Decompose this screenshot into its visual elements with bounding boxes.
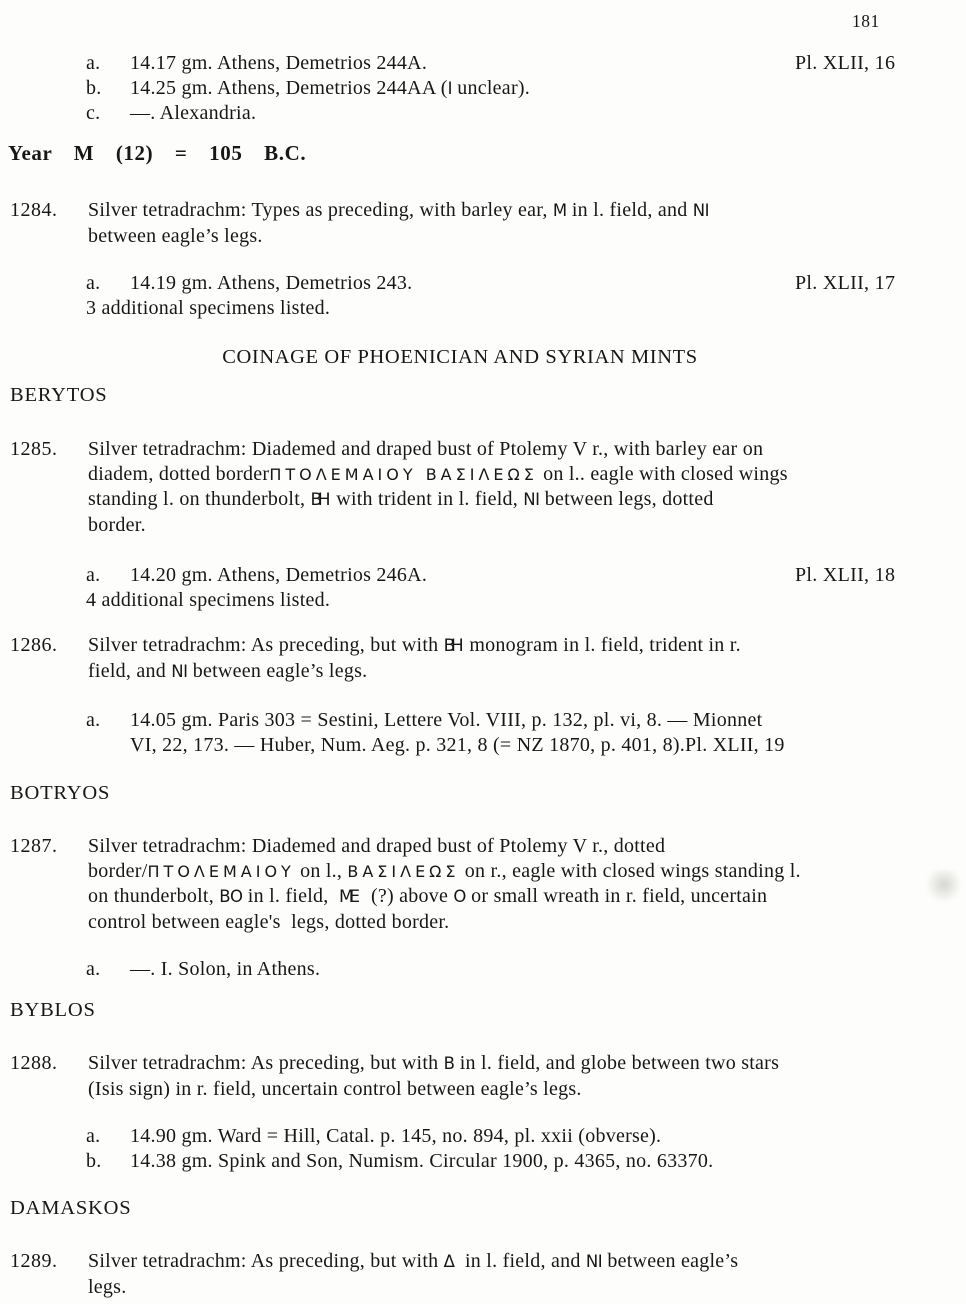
plate-reference: Pl. XLII, 18 xyxy=(795,564,896,586)
page-number: 181 xyxy=(852,11,880,31)
entry-line xyxy=(0,437,966,462)
text-run: (Isis sign) in r. field, uncertain control between eagle’s legs. xyxy=(88,1077,582,1100)
specimen-row xyxy=(0,76,966,101)
monogram: ΒΗ xyxy=(310,490,326,511)
section-heading-phoenician-syrian: COINAGE OF PHOENICIAN AND SYRIAN MINTS xyxy=(222,346,698,368)
specimen-note: 3 additional specimens listed. xyxy=(86,297,331,319)
text-run: standing l. on thunderbolt, xyxy=(88,488,311,511)
text-run: unclear). xyxy=(452,77,531,99)
specimen-group-1285 xyxy=(0,563,966,613)
text-run: Silver tetradrachm: As preceding, but with xyxy=(88,1250,444,1272)
text-run: border. xyxy=(88,513,146,536)
text-run: on l., xyxy=(294,859,348,882)
text-run: legs. xyxy=(88,1275,127,1298)
mint-heading-byblos: BYBLOS xyxy=(10,999,96,1021)
entry-line xyxy=(0,910,966,935)
entry-1286 xyxy=(0,633,966,684)
entry-number: 1289. xyxy=(10,1250,58,1272)
text-run: field, and xyxy=(88,659,172,682)
greek-inscription: ΒΑΣΙΛΕΩΣ xyxy=(347,861,460,881)
text-run: border/ xyxy=(88,859,148,882)
monogram: Β xyxy=(443,1054,455,1073)
entry-line xyxy=(0,224,966,249)
text-run: between eagle’s xyxy=(602,1250,739,1272)
text-run: Silver tetradrachm: Types as preceding, with barley ear, xyxy=(88,199,553,221)
text-run: 14.19 gm. Athens, Demetrios 243. xyxy=(130,272,413,294)
text-run: diadem, dotted border xyxy=(88,462,270,485)
entry-1287 xyxy=(0,834,966,934)
entry-line xyxy=(0,859,966,885)
entry-line xyxy=(0,633,966,659)
text-run: (?) above xyxy=(360,885,454,908)
specimen-label: a. xyxy=(86,564,101,586)
monogram: Ο xyxy=(453,887,466,907)
text-run: 14.05 gm. Paris 303 = Sestini, Lettere Vol. VIII, p. 132, pl. vi, 8. — Mionnet xyxy=(130,709,763,731)
mint-heading-berytos: BERYTOS xyxy=(10,384,108,406)
entry-number: 1285. xyxy=(10,438,58,460)
entry-line xyxy=(0,1051,966,1077)
specimen-row xyxy=(0,101,966,126)
text-run: or small wreath in r. field, uncertain xyxy=(465,885,768,908)
entry-line xyxy=(0,1275,966,1300)
specimen-label: a. xyxy=(86,52,101,74)
monogram: Δ xyxy=(443,1252,455,1271)
text-run: between eagle’s legs. xyxy=(88,224,263,247)
text-run: 14.38 gm. Spink and Son, Numism. Circular 1900, p. 4365, no. 63370. xyxy=(130,1150,714,1172)
specimen-group-1283 xyxy=(0,51,966,126)
text-run: in l. field, and xyxy=(454,1250,586,1272)
text-run: Silver tetradrachm: As preceding, but with xyxy=(88,634,444,656)
specimen-label: b. xyxy=(86,1150,102,1172)
specimen-label: c. xyxy=(86,102,101,124)
specimen-group-1287 xyxy=(0,957,966,982)
plate-reference: Pl. XLII, 17 xyxy=(795,272,896,294)
monogram: Ι xyxy=(447,79,452,98)
greek-inscription: ΠΤΟΛΕΜΑΙΟΥ ΒΑΣΙΛΕΩΣ xyxy=(269,464,538,484)
text-run: between eagle’s legs. xyxy=(187,659,368,682)
entry-1285 xyxy=(0,437,966,537)
text-run: Silver tetradrachm: Diademed and draped bust of Ptolemy V r., with barley ear on xyxy=(88,438,764,460)
entry-number: 1288. xyxy=(10,1052,58,1074)
text-run: —. I. Solon, in Athens. xyxy=(130,958,321,980)
entry-line xyxy=(0,198,966,224)
specimen-group-1284 xyxy=(0,271,966,321)
text-run: on l.. eagle with closed wings xyxy=(537,462,788,485)
monogram: ΝΙ xyxy=(585,1252,603,1271)
text-run: —. Alexandria. xyxy=(130,102,257,124)
entry-1289 xyxy=(0,1249,966,1299)
monogram: ΒΟ xyxy=(219,887,243,907)
text-run: in l. field, xyxy=(242,885,340,908)
text-run: 14.25 gm. Athens, Demetrios 244AA ( xyxy=(130,77,448,99)
specimen-row xyxy=(0,563,966,588)
greek-inscription: ΠΤΟΛΕΜΑΙΟΥ xyxy=(147,861,295,881)
entry-line xyxy=(0,834,966,859)
text-run: 14.20 gm. Athens, Demetrios 246A. xyxy=(130,564,428,586)
entry-1288 xyxy=(0,1051,966,1101)
specimen-label: a. xyxy=(86,1125,101,1147)
entry-line xyxy=(0,1249,966,1275)
specimen-row xyxy=(0,957,966,982)
monogram: ΝΙ xyxy=(171,661,188,681)
text-run: with trident in l. field, xyxy=(331,488,524,511)
entry-1284 xyxy=(0,198,966,248)
specimen-row xyxy=(0,708,966,733)
mint-heading-damaskos: DAMASKOS xyxy=(10,1197,132,1219)
text-run: Silver tetradrachm: Diademed and draped bust of Ptolemy V r., dotted xyxy=(88,835,666,857)
entry-line xyxy=(0,513,966,538)
monogram: Μ xyxy=(552,201,567,220)
entry-line xyxy=(0,659,966,685)
monogram: ΝΙ xyxy=(692,201,709,220)
text-run: between legs, dotted xyxy=(539,488,714,511)
specimen-group-1288 xyxy=(0,1124,966,1174)
specimen-label: a. xyxy=(86,958,101,980)
text-run: Silver tetradrachm: As preceding, but with xyxy=(88,1052,444,1074)
text-run: monogram in l. field, trident in r. xyxy=(464,634,741,656)
specimen-continuation: VI, 22, 173. — Huber, Num. Aeg. p. 321, 8 (= NZ 1870, p. 401, 8).Pl. XLII, 19 xyxy=(130,734,785,756)
scan-smudge xyxy=(924,870,960,902)
text-run: in l. field, and globe between two stars xyxy=(454,1052,780,1074)
entry-line xyxy=(0,884,966,910)
specimen-row xyxy=(0,271,966,296)
entry-line xyxy=(0,462,966,488)
entry-line xyxy=(0,487,966,513)
monogram: ΜΕ xyxy=(339,887,356,908)
plate-reference: Pl. XLII, 16 xyxy=(795,52,896,74)
entry-number: 1286. xyxy=(10,634,58,656)
text-run: on thunderbolt, xyxy=(88,885,220,908)
specimen-row xyxy=(0,1124,966,1149)
year-heading: Year M (12) = 105 B.C. xyxy=(8,141,307,165)
entry-line xyxy=(0,1077,966,1102)
mint-heading-botryos: BOTRYOS xyxy=(10,782,111,804)
specimen-label: a. xyxy=(86,709,101,731)
specimen-label: b. xyxy=(86,77,102,99)
specimen-row xyxy=(0,51,966,76)
text-run: 14.17 gm. Athens, Demetrios 244A. xyxy=(130,52,428,74)
text-run: 14.90 gm. Ward = Hill, Catal. p. 145, no. 894, pl. xxii (obverse). xyxy=(130,1125,662,1147)
entry-number: 1284. xyxy=(10,199,58,221)
monogram: ΒΗ xyxy=(443,636,460,656)
entry-number: 1287. xyxy=(10,835,58,857)
specimen-label: a. xyxy=(86,272,101,294)
text-run: in l. field, and xyxy=(566,199,693,221)
specimen-note: 4 additional specimens listed. xyxy=(86,589,331,611)
monogram: ΝΙ xyxy=(523,490,540,510)
specimen-group-1286 xyxy=(0,708,966,758)
text-run: on r., eagle with closed wings standing l. xyxy=(459,859,801,882)
specimen-row xyxy=(0,1149,966,1174)
text-run: control between eagle's legs, dotted border. xyxy=(88,910,450,933)
